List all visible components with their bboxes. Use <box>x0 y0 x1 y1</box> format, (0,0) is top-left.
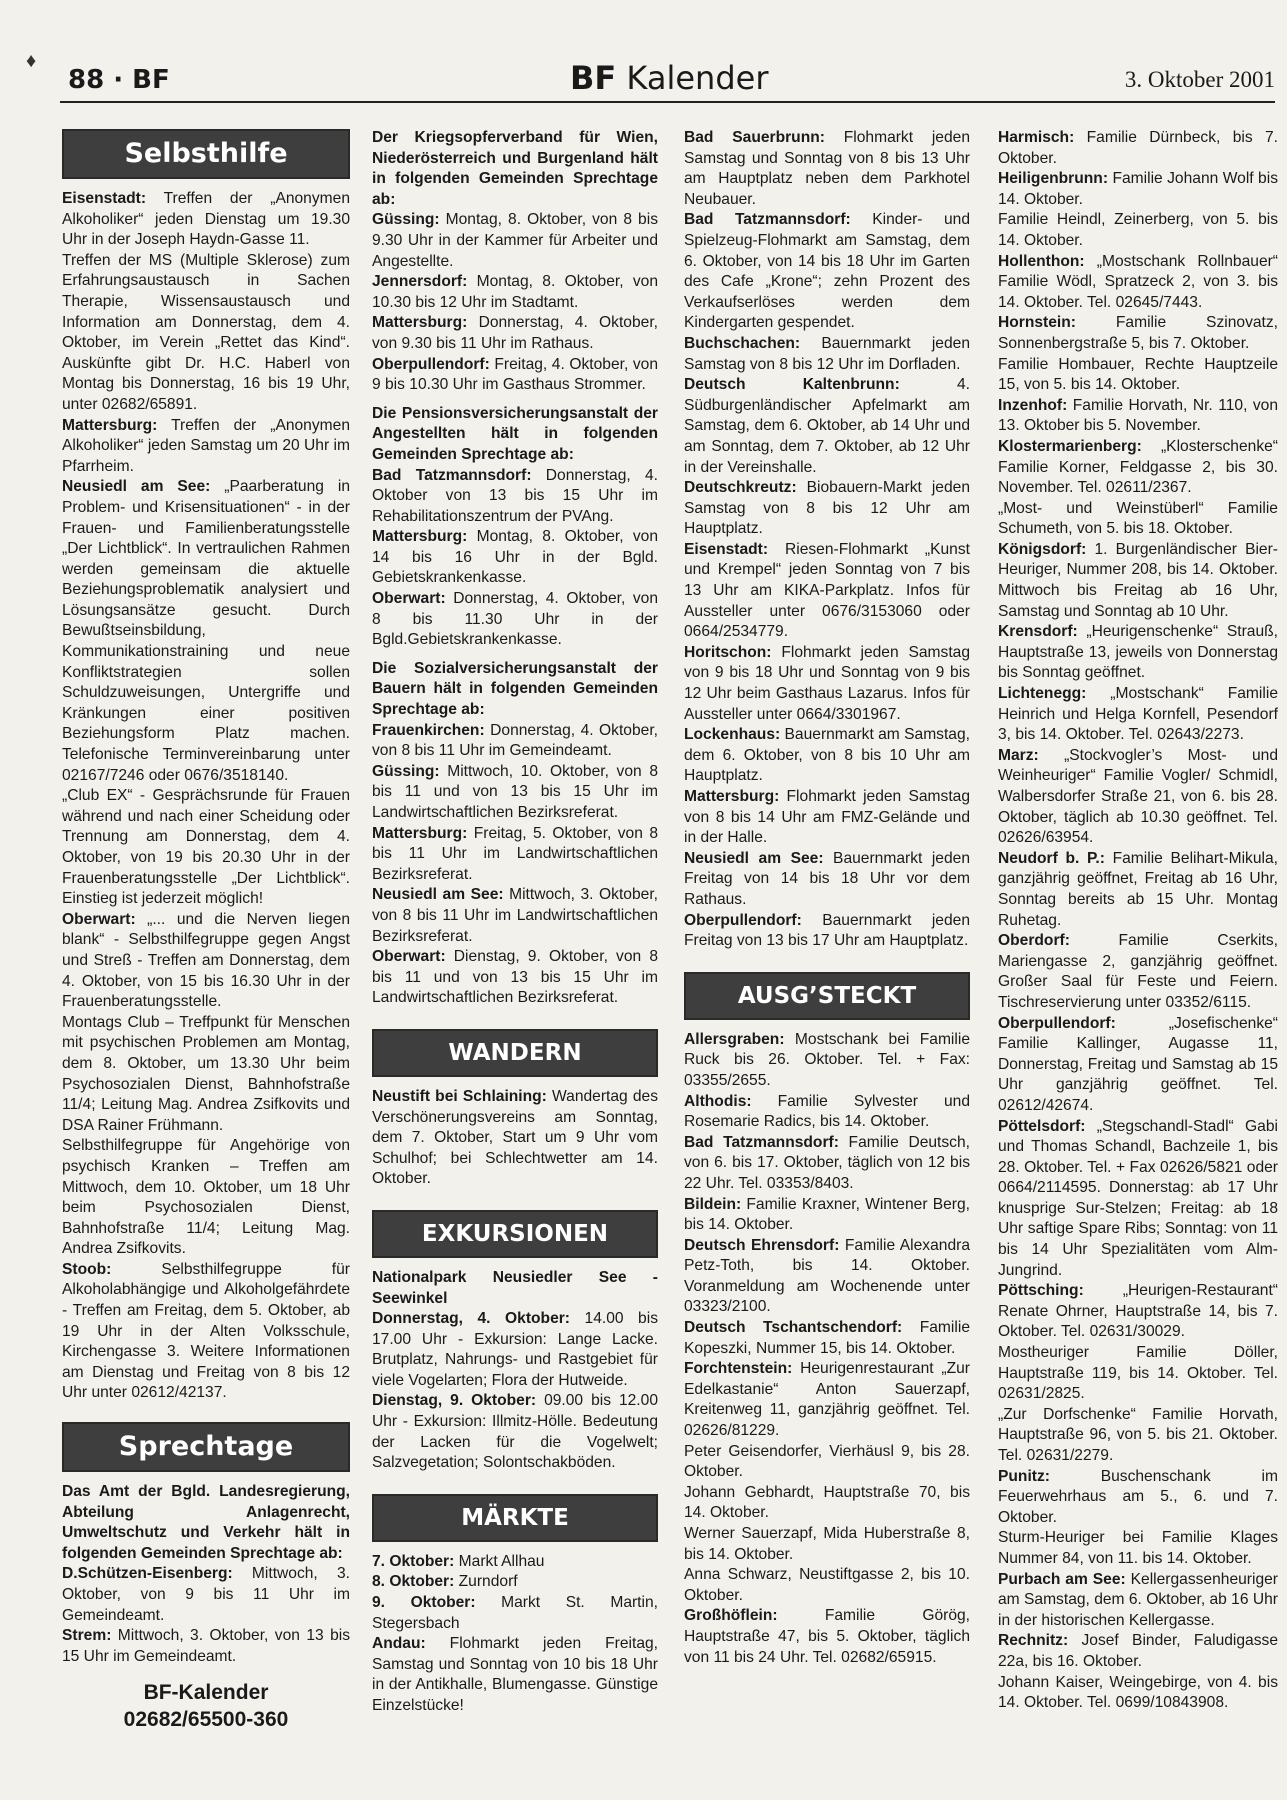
item-text: Heurigenrestaurant „Zur Edelkastanie“ Anton Sauerzapf, Kreitenweg 11, ganzjährig geöffnet. Tel. 02626/81229. <box>684 1360 970 1440</box>
section-head-selbsthilfe: Selbsthilfe <box>62 129 350 179</box>
list-item <box>998 1467 1278 1529</box>
list-item <box>684 1606 970 1668</box>
item-text: Flohmarkt jeden Samstag von 8 bis 14 Uhr am FMZ-Gelände und in der Halle. <box>684 788 970 847</box>
item-place: Güssing: <box>372 762 440 780</box>
list-item <box>998 169 1278 210</box>
list-item <box>998 684 1278 746</box>
page-number: 88 · BF <box>68 65 170 95</box>
item-place: Strem: <box>62 1627 112 1645</box>
item-place: Mattersburg: <box>684 788 780 805</box>
footer-label: BF-Kalender <box>143 1681 269 1705</box>
list-item <box>684 128 970 210</box>
item-text: Familie Horvath, Nr. 110, von 13. Oktober bis 5. November. <box>998 396 1278 435</box>
list-item <box>62 910 350 1013</box>
item-text: 14.00 bis 17.00 Uhr - Exkursion: Lange Lacke. Brutplatz, Nahrungs- und Rastgebiet für viele Vogelarten; Flora der Hutweide. <box>372 1310 658 1389</box>
list-item <box>62 1260 350 1404</box>
list-item <box>998 1405 1278 1467</box>
item-text: Riesen-Flohmarkt „Kunst und Krempel“ jeden Sonntag von 7 bis 13 Uhr am KIKA-Parkplatz. Infos für Aussteller unter 0676/3153060 oder 0664/2534779. <box>684 540 970 641</box>
item-text: Mittwoch, 3. Oktober, von 13 bis 15 Uhr im Gemeindeamt. <box>62 1627 350 1665</box>
item-text: Wandertag des Verschönerungsvereins am Sonntag, dem 7. Oktober, Start um 9 Uhr vom Schulhof; bei Schlechtwetter am 14. Oktober. <box>372 1087 658 1188</box>
item-text: Selbsthilfegruppe für Angehörige von psychisch Kranken – Treffen am Mittwoch, dem 10. Oktober, um 18 Uhr beim Psychosozialen Dienst, Bahnhofstraße 11/4; Leitung Mag. Andrea Zsifkovits. <box>62 1137 350 1258</box>
list-item <box>684 725 970 787</box>
item-place: Lockenhaus: <box>684 726 781 744</box>
item-place: Neudorf b. P.: <box>998 849 1105 867</box>
item-place: Mattersburg: <box>372 824 468 842</box>
item-text: Bauernmarkt jeden Samstag von 8 bis 12 Uhr im Dorfladen. <box>684 334 970 373</box>
item-place: Hollenthon: <box>998 252 1085 270</box>
list-item <box>684 787 970 849</box>
item-place: Harmisch: <box>998 129 1075 146</box>
sprechtage-list <box>62 1564 350 1667</box>
kriegsopfer-intro: Der Kriegsopferverband für Wien, Niederösterreich und Burgenland hält in folgenden Gemeinden Sprechtage ab: <box>372 129 658 208</box>
item-place: Stoob: <box>62 1260 112 1278</box>
item-text: Familie Szinovatz, Sonnenbergstraße 5, bis 7. Oktober. <box>998 314 1278 352</box>
list-item <box>62 786 350 910</box>
item-text: „Klosterschenke“ Familie Korner, Feldgasse 2, bis 30. November. Tel. 02611/2367. <box>998 437 1278 497</box>
item-text: „Josefischenke“ Familie Kallinger, Augasse 11, Donnerstag, Freitag und Samstag ab 15 Uhr ganzjährig geöffnet. Tel. 02612/42674. <box>998 1014 1278 1114</box>
list-item <box>998 849 1278 931</box>
page-header <box>60 55 1275 103</box>
item-place: Oberpullendorf: <box>684 911 802 929</box>
item-text: „Mostschank Rollnbauer“ Familie Wödl, Spratzeck 2, von 3. bis 14. Oktober. Tel. 02645/7443. <box>998 252 1278 311</box>
item-text: Montag, 8. Oktober, von 14 bis 16 Uhr in der Bgld. Gebietskrankenkasse. <box>372 528 658 587</box>
list-item <box>372 355 658 396</box>
page-title: BF Kalender <box>570 59 769 97</box>
list-item <box>998 396 1278 437</box>
item-place: Oberpullendorf: <box>998 1014 1116 1032</box>
item-place: Eisenstadt: <box>62 190 147 207</box>
section-head-sprechtage: Sprechtage <box>62 1422 350 1472</box>
section-head-wandern: WANDERN <box>372 1029 658 1077</box>
section-head-ausgsteckt: AUSG’STECKT <box>684 972 970 1020</box>
item-text: „Mostschank“ Familie Heinrich und Helga Kornfell, Pesendorf 3, bis 14. Oktober. Tel. 02643/2273. <box>998 685 1278 744</box>
item-place: 8. Oktober: <box>372 1573 455 1591</box>
item-text: Familie Görög, Hauptstraße 47, bis 5. Oktober, täglich von 11 bis 24 Uhr. Tel. 02682/65915. <box>684 1607 970 1666</box>
item-text: Treffen der „Anonymen Alkoholiker“ jeden Samstag um 20 Uhr im Pfarrheim. <box>62 416 350 475</box>
column-4 <box>998 122 1278 1714</box>
item-text: Mittwoch, 3. Oktober, von 8 bis 11 Uhr im Landwirtschaftlichen Bezirksreferat. <box>372 886 658 945</box>
item-place: Inzenhof: <box>998 396 1068 414</box>
item-text: Anna Schwarz, Neustiftgasse 2, bis 10. Oktober. <box>684 1566 970 1604</box>
item-text: „Club EX“ - Gesprächsrunde für Frauen während und nach einer Scheidung oder Trennung am Donnerstag, dem 4. Oktober, von 19 bis 20.30 Uhr in der Frauenberatungsstelle „Der Lichtblick“. Einstieg ist jederzeit möglich! <box>62 787 350 908</box>
item-place: Krensdorf: <box>998 623 1078 641</box>
item-place: Pöttsching: <box>998 1282 1084 1300</box>
item-text: Donnerstag, 4. Oktober, von 9.30 bis 11 Uhr im Rathaus. <box>372 314 658 352</box>
item-text: Donnerstag, 4. Oktober, von 8 bis 11 Uhr im Gemeindeamt. <box>372 721 658 760</box>
item-place: 7. Oktober: <box>372 1552 455 1570</box>
list-item <box>998 313 1278 354</box>
column-2 <box>372 122 658 1717</box>
item-text: „... und die Nerven liegen blank“ - Selbsthilfegruppe gegen Angst und Streß - Treffen am Donnerstag, dem 4. Oktober, von 15 bis 16.30 Uhr in der Frauenberatungsstelle. <box>62 910 350 1011</box>
item-place: Donnerstag, 4. Oktober: <box>372 1310 570 1328</box>
item-text: Flohmarkt jeden Samstag von 9 bis 18 Uhr und Sonntag von 9 bis 12 Uhr beim Gasthaus Lazarus. Infos für Aussteller unter 0664/3301967. <box>684 643 970 723</box>
item-text: Markt Allhau <box>454 1552 545 1570</box>
bauern-intro: Die Sozialversicherungsanstalt der Bauern hält in folgenden Gemeinden Sprechtage ab: <box>372 659 658 719</box>
item-text: Biobauern-Markt jeden Samstag von 8 bis 12 Uhr am Hauptplatz. <box>684 479 970 538</box>
section-head-maerkte: MÄRKTE <box>372 1494 658 1542</box>
list-item <box>62 1626 350 1667</box>
item-place: Marz: <box>998 746 1039 764</box>
list-item <box>684 1524 970 1565</box>
item-text: Bauernmarkt am Samstag, dem 6. Oktober, von 8 bis 10 Uhr am Hauptplatz. <box>684 726 970 785</box>
item-text: Kellergassenheuriger am Samstag, dem 6. Oktober, ab 16 Uhr in der historischen Kellergasse. <box>998 1570 1278 1629</box>
item-place: Buchschachen: <box>684 334 801 352</box>
item-place: Neusiedl am See: <box>684 849 824 867</box>
pension-intro: Die Pensionsversicherungsanstalt der Angestellten hält in folgenden Gemeinden Sprechtage ab: <box>372 404 658 463</box>
item-place: Güssing: <box>372 211 440 229</box>
list-item <box>998 746 1278 849</box>
item-text: Familie Kopeszki, Nummer 15, bis 14. Oktober. <box>684 1319 970 1357</box>
list-item <box>62 1013 350 1137</box>
ausgsteckt-list <box>684 1030 970 1668</box>
item-text: Treffen der „Anonymen Alkoholiker“ jeden Dienstag um 19.30 Uhr in der Joseph Haydn-Gasse 11. <box>62 190 350 249</box>
list-item <box>372 527 658 589</box>
list-item <box>372 1391 658 1473</box>
item-place: Althodis: <box>684 1092 752 1110</box>
list-item <box>684 643 970 725</box>
list-item <box>684 1092 970 1133</box>
list-item <box>998 540 1278 622</box>
list-item <box>684 1030 970 1092</box>
wandern-list <box>372 1087 658 1190</box>
item-place: Bad Tatzmannsdorf: <box>684 211 851 229</box>
item-text: Familie Hombauer, Rechte Hauptzeile 15, von 5. bis 14. Oktober. <box>998 355 1278 394</box>
list-item <box>684 1195 970 1236</box>
list-item <box>684 210 970 334</box>
list-item <box>684 478 970 540</box>
item-place: Jennersdorf: <box>372 273 468 291</box>
list-item <box>372 721 658 762</box>
item-place: Forchtenstein: <box>684 1360 793 1378</box>
item-place: Mattersburg: <box>372 314 468 332</box>
item-place: Bildein: <box>684 1195 742 1213</box>
list-item <box>372 1309 658 1391</box>
markt-list <box>684 128 970 952</box>
item-place: Punitz: <box>998 1467 1050 1485</box>
list-item <box>62 1136 350 1260</box>
list-item <box>372 885 658 947</box>
item-place: Frauenkirchen: <box>372 721 485 739</box>
list-item <box>684 1236 970 1318</box>
item-text: Montags Club – Treffpunkt für Menschen mit psychischen Problemen am Montag, dem 8. Oktober, um 13.30 Uhr beim Psychosozialen Dienst, Bahnhofstraße 11/4; Leitung Mag. Andrea Zsifkovits und DSA Rainer Frühmann. <box>62 1013 350 1134</box>
item-place: Deutschkreutz: <box>684 479 797 497</box>
item-place: Allersgraben: <box>684 1030 785 1048</box>
list-item <box>998 931 1278 1013</box>
list-item <box>998 1631 1278 1672</box>
list-item <box>372 1552 658 1573</box>
issue-date: 3. Oktober 2001 <box>1124 67 1275 92</box>
list-item <box>372 824 658 886</box>
item-place: Bad Tatzmannsdorf: <box>372 466 532 484</box>
item-place: Oberpullendorf: <box>372 355 490 373</box>
list-item <box>684 540 970 643</box>
list-item <box>998 252 1278 314</box>
item-place: Königsdorf: <box>998 540 1087 558</box>
item-text: Familie Cserkits, Mariengasse 2, ganzjährig geöffnet. Großer Saal für Feste und Feiern. Tischreservierung unter 03352/6115. <box>998 932 1278 1011</box>
list-item <box>62 251 350 416</box>
list-item <box>372 210 658 272</box>
item-text: Flohmarkt jeden Freitag, Samstag und Sonntag von 10 bis 18 Uhr in der Antikhalle, Blumengasse. Günstige Einzelstücke! <box>372 1635 658 1714</box>
item-text: Familie Dürnbeck, bis 7. Oktober. <box>998 129 1278 167</box>
item-text: Familie Kraxner, Wintener Berg, bis 14. Oktober. <box>684 1195 970 1234</box>
item-text: 09.00 bis 12.00 Uhr - Exkursion: Illmitz-Hölle. Bedeutung der Lacken für die Vogelwelt; Salzvegetation; Solontschakböden. <box>372 1392 658 1472</box>
item-place: Neusiedl am See: <box>62 478 211 496</box>
item-text: Peter Geisendorfer, Vierhäusl 9, bis 28. Oktober. <box>684 1442 970 1481</box>
list-item <box>998 1343 1278 1405</box>
item-place: Deutsch Tschantschendorf: <box>684 1319 903 1337</box>
item-text: „Most- und Weinstüberl“ Familie Schumeth, von 5. bis 18. Oktober. <box>998 499 1278 538</box>
item-text: Johann Gebhardt, Hauptstraße 70, bis 14. Oktober. <box>684 1483 970 1522</box>
item-text: Familie Heindl, Zeinerberg, von 5. bis 14. Oktober. <box>998 211 1278 249</box>
item-place: Heiligenbrunn: <box>998 170 1109 188</box>
item-place: Mattersburg: <box>372 528 468 546</box>
item-place: Lichtenegg: <box>998 685 1087 703</box>
list-item <box>372 947 658 1009</box>
item-text: Treffen der MS (Multiple Sklerose) zum Erfahrungsaustausch in Sachen Therapie, Wissensaustausch und Information am Donnerstag, dem 4. Oktober, im Verein „Rettet das Kind“. Auskünfte gibt Dr. H.C. Haberl von Montag bis Donnerstag, 16 bis 19 Uhr, unter 02682/65891. <box>62 251 350 413</box>
item-text: Familie Deutsch, von 6. bis 17. Oktober, täglich von 12 bis 22 Uhr. Tel. 03353/8403. <box>684 1133 970 1192</box>
item-text: „Heurigen-Restaurant“ Renate Ohrner, Hauptstraße 14, bis 7. Oktober. Tel. 02631/30029. <box>998 1282 1278 1341</box>
item-place: Oberdorf: <box>998 932 1070 950</box>
item-place: Purbach am See: <box>998 1570 1126 1588</box>
item-text: Kinder- und Spielzeug-Flohmarkt am Samstag, dem 6. Oktober, von 14 bis 18 Uhr im Garten des Cafe „Krone“; zehn Prozent des Verkaufserlöses werden dem Kindergarten gespendet. <box>684 211 971 332</box>
list-item <box>998 622 1278 684</box>
item-text: Selbsthilfegruppe für Alkoholabhängige und Alkoholgefährdete - Treffen am Freitag, dem 5. Oktober, ab 19 Uhr in der Alten Volksschule, Kirchengasse 3. Weitere Informationen am Dienstag und Freitag von 8 bis 12 Uhr unter 02612/42137. <box>62 1260 350 1402</box>
item-place: Klostermarienberg: <box>998 437 1142 455</box>
list-item <box>998 355 1278 396</box>
item-text: Mittwoch, 10. Oktober, von 8 bis 11 und von 13 bis 15 Uhr im Landwirtschaftlichen Bezirksreferat. <box>372 762 658 821</box>
sprechtage-intro: Das Amt der Bgld. Landesregierung, Abteilung Anlagenrecht, Umweltschutz und Verkehr hält in folgenden Gemeinden Sprechtage ab: <box>62 1483 350 1562</box>
list-item <box>62 477 350 786</box>
item-place: Neustift bei Schlaining: <box>372 1087 547 1105</box>
list-item <box>372 589 658 651</box>
item-text: Dienstag, 9. Oktober, von 8 bis 11 und von 13 bis 15 Uhr im Landwirtschaftlichen Bezirksreferat. <box>372 948 658 1007</box>
list-item <box>372 272 658 313</box>
item-text: Familie Alexandra Petz-Toth, bis 14. Oktober. Voranmeldung am Wochenende unter 03323/2100. <box>684 1236 970 1316</box>
heurigen-list <box>998 128 1278 1714</box>
item-text: Mostheuriger Familie Döller, Hauptstraße 119, bis 14. Oktober. Tel. 02631/2825. <box>998 1344 1278 1403</box>
list-item <box>372 762 658 824</box>
list-item <box>998 1014 1278 1117</box>
item-text: Mostschank bei Familie Ruck bis 26. Oktober. Tel. + Fax: 03355/2655. <box>684 1030 970 1089</box>
item-place: Rechnitz: <box>998 1632 1069 1650</box>
list-item <box>998 210 1278 251</box>
item-place: D.Schützen-Eisenberg: <box>62 1565 233 1583</box>
item-place: Oberwart: <box>62 910 136 928</box>
list-item <box>998 1673 1278 1714</box>
list-item <box>372 1572 658 1593</box>
list-item <box>684 911 970 952</box>
item-place: Dienstag, 9. Oktober: <box>372 1392 537 1410</box>
section-head-exkursionen: EXKURSIONEN <box>372 1210 658 1258</box>
list-item <box>684 375 970 478</box>
item-text: Freitag, 4. Oktober, von 9 bis 10.30 Uhr im Gasthaus Strommer. <box>372 355 658 394</box>
item-text: Flohmarkt jeden Samstag und Sonntag von 8 bis 13 Uhr am Hauptplatz neben dem Parkhotel Neubauer. <box>684 129 970 208</box>
list-item <box>998 1528 1278 1569</box>
list-item <box>684 849 970 911</box>
bauern-list <box>372 721 658 1009</box>
item-place: Eisenstadt: <box>684 540 769 558</box>
registration-mark: ♦ <box>26 50 37 72</box>
footer-phone: 02682/65500-360 <box>123 1708 289 1732</box>
item-text: Bauernmarkt jeden Freitag von 13 bis 17 Uhr am Hauptplatz. <box>684 911 970 950</box>
list-item <box>372 1593 658 1634</box>
item-text: Donnerstag, 4. Oktober, von 8 bis 11.30 Uhr in der Bgld.Gebietskrankenkasse. <box>372 590 658 649</box>
item-text: „Paarberatung in Problem- und Krisensituationen“ - in der Frauen- und Familienberatungsstelle „Der Lichtblick“. In vertraulichen Rahmen werden gemeinsam die aktuelle Beziehungsproblematik analysiert und Lösungsansätze gesucht. Durch Bewußtseinsbildung, Kommunikationstraining und neue Konfliktstrategien sollen Schuldzuweisungen, Untergriffe und Kränkungen einer positiven Beziehungsform Platz machen. Telefonische Terminvereinbarung unter 02167/7246 oder 0676/3518140. <box>62 478 351 784</box>
list-item <box>684 1483 970 1524</box>
item-text: Montag, 8. Oktober, von 8 bis 9.30 Uhr in der Kammer für Arbeiter und Angestellte. <box>372 211 658 270</box>
kriegsopfer-list <box>372 210 658 395</box>
exkursion-title: Nationalpark Neusiedler See - Seewinkel <box>372 1268 658 1307</box>
item-text: „Stockvogler’s Most- und Weinheuriger“ Familie Vogler/ Schmidl, Walbersdorfer Straße 21, von 6. bis 28. Oktober, täglich ab 10.30 geöffnet. Tel. 02626/63954. <box>998 746 1278 847</box>
pension-list <box>372 466 658 651</box>
item-place: Andau: <box>372 1635 426 1653</box>
item-text: „Stegschandl-Stadl“ Gabi und Thomas Schandl, Bachzeile 1, bis 28. Oktober. Tel. + Fax 02626/5821 oder 0664/2114595. Donnerstag: ab 17 Uhr knusprige Sur-Stelzen; Freitag: ab 18 Uhr saftige Spare Ribs; Sonntag: von 11 bis 14 Uhr Spezialitäten vom Alm-Jungrind. <box>998 1117 1278 1279</box>
list-item <box>372 1087 658 1190</box>
item-text: Familie Johann Wolf bis 14. Oktober. <box>998 170 1278 208</box>
item-place: Hornstein: <box>998 314 1076 332</box>
item-text: Bauernmarkt jeden Freitag von 14 bis 18 Uhr vor dem Rathaus. <box>684 849 971 908</box>
item-place: Oberwart: <box>372 948 446 966</box>
exkursion-list <box>372 1309 658 1474</box>
item-text: Familie Sylvester und Rosemarie Radics, bis 14. Oktober. <box>684 1092 970 1131</box>
item-place: Mattersburg: <box>62 416 158 434</box>
list-item <box>998 1281 1278 1343</box>
selbsthilfe-list <box>62 189 350 1404</box>
item-text: Johann Kaiser, Weingebirge, von 4. bis 14. Oktober. Tel. 0699/10843908. <box>998 1673 1278 1712</box>
item-place: Deutsch Kaltenbrunn: <box>684 376 900 394</box>
list-item <box>62 189 350 251</box>
list-item <box>372 1634 658 1716</box>
item-text: 4. Südburgenländischer Apfelmarkt am Samstag, dem 6. Oktober, ab 14 Uhr und am Sonntag, dem 7. Oktober, ab 12 Uhr in der Vereinshalle. <box>684 376 970 476</box>
column-1 <box>62 122 350 1733</box>
item-place: Neusiedl am See: <box>372 886 504 904</box>
item-place: Deutsch Ehrensdorf: <box>684 1236 840 1254</box>
item-text: Werner Sauerzapf, Mida Huberstraße 8, bis 14. Oktober. <box>684 1525 970 1563</box>
item-text: 1. Burgenländischer Bier-Heuriger, Nummer 208, bis 14. Oktober. Mittwoch bis Freitag ab 16 Uhr, Samstag und Sonntag ab 10 Uhr. <box>998 540 1278 620</box>
list-item <box>998 499 1278 540</box>
list-item <box>684 1565 970 1606</box>
item-text: Zurndorf <box>454 1573 518 1591</box>
list-item <box>684 1133 970 1195</box>
item-text: Josef Binder, Faludigasse 22a, bis 16. Oktober. <box>998 1632 1278 1670</box>
list-item <box>62 1564 350 1626</box>
maerkte-list <box>372 1552 658 1717</box>
item-place: Pöttelsdorf: <box>998 1117 1086 1135</box>
item-text: Markt St. Martin, Stegersbach <box>372 1594 658 1632</box>
list-item <box>998 128 1278 169</box>
item-text: Sturm-Heuriger bei Familie Klages Nummer 84, von 11. bis 14. Oktober. <box>998 1529 1278 1567</box>
list-item <box>998 1117 1278 1282</box>
item-text: Buschenschank im Feuerwehrhaus am 5., 6. und 7. Oktober. <box>998 1467 1278 1526</box>
item-place: Großhöflein: <box>684 1607 778 1625</box>
list-item <box>684 1442 970 1483</box>
item-text: „Zur Dorfschenke“ Familie Horvath, Hauptstraße 96, von 5. bis 21. Oktober. Tel. 02631/2279. <box>998 1405 1278 1464</box>
list-item <box>62 416 350 478</box>
list-item <box>372 466 658 528</box>
item-place: Oberwart: <box>372 590 446 608</box>
item-text: Donnerstag, 4. Oktober von 13 bis 15 Uhr im Rehabilitationszentrum der PVAng. <box>372 466 658 525</box>
list-item <box>998 437 1278 499</box>
item-place: Bad Tatzmannsdorf: <box>684 1133 839 1151</box>
list-item <box>372 313 658 354</box>
list-item <box>684 1318 970 1359</box>
item-text: Mittwoch, 3. Oktober, von 9 bis 11 Uhr im Gemeindeamt. <box>62 1565 350 1624</box>
list-item <box>684 334 970 375</box>
item-text: Freitag, 5. Oktober, von 8 bis 11 Uhr im Landwirtschaftlichen Bezirksreferat. <box>372 824 658 883</box>
item-place: Bad Sauerbrunn: <box>684 129 825 146</box>
list-item <box>998 1570 1278 1632</box>
item-place: 9. Oktober: <box>372 1594 476 1612</box>
item-text: „Heurigenschenke“ Strauß, Hauptstraße 13, jeweils von Donnerstag bis Sonntag geöffnet. <box>998 623 1278 682</box>
item-place: Horitschon: <box>684 643 772 661</box>
item-text: Montag, 8. Oktober, von 10.30 bis 12 Uhr im Stadtamt. <box>372 273 658 311</box>
list-item <box>684 1359 970 1441</box>
column-3 <box>684 122 970 1668</box>
item-text: Familie Belihart-Mikula, ganzjährig geöffnet, Freitag ab 16 Uhr, Sonntag bereits ab 15 Uhr. Montag Ruhetag. <box>998 849 1278 929</box>
